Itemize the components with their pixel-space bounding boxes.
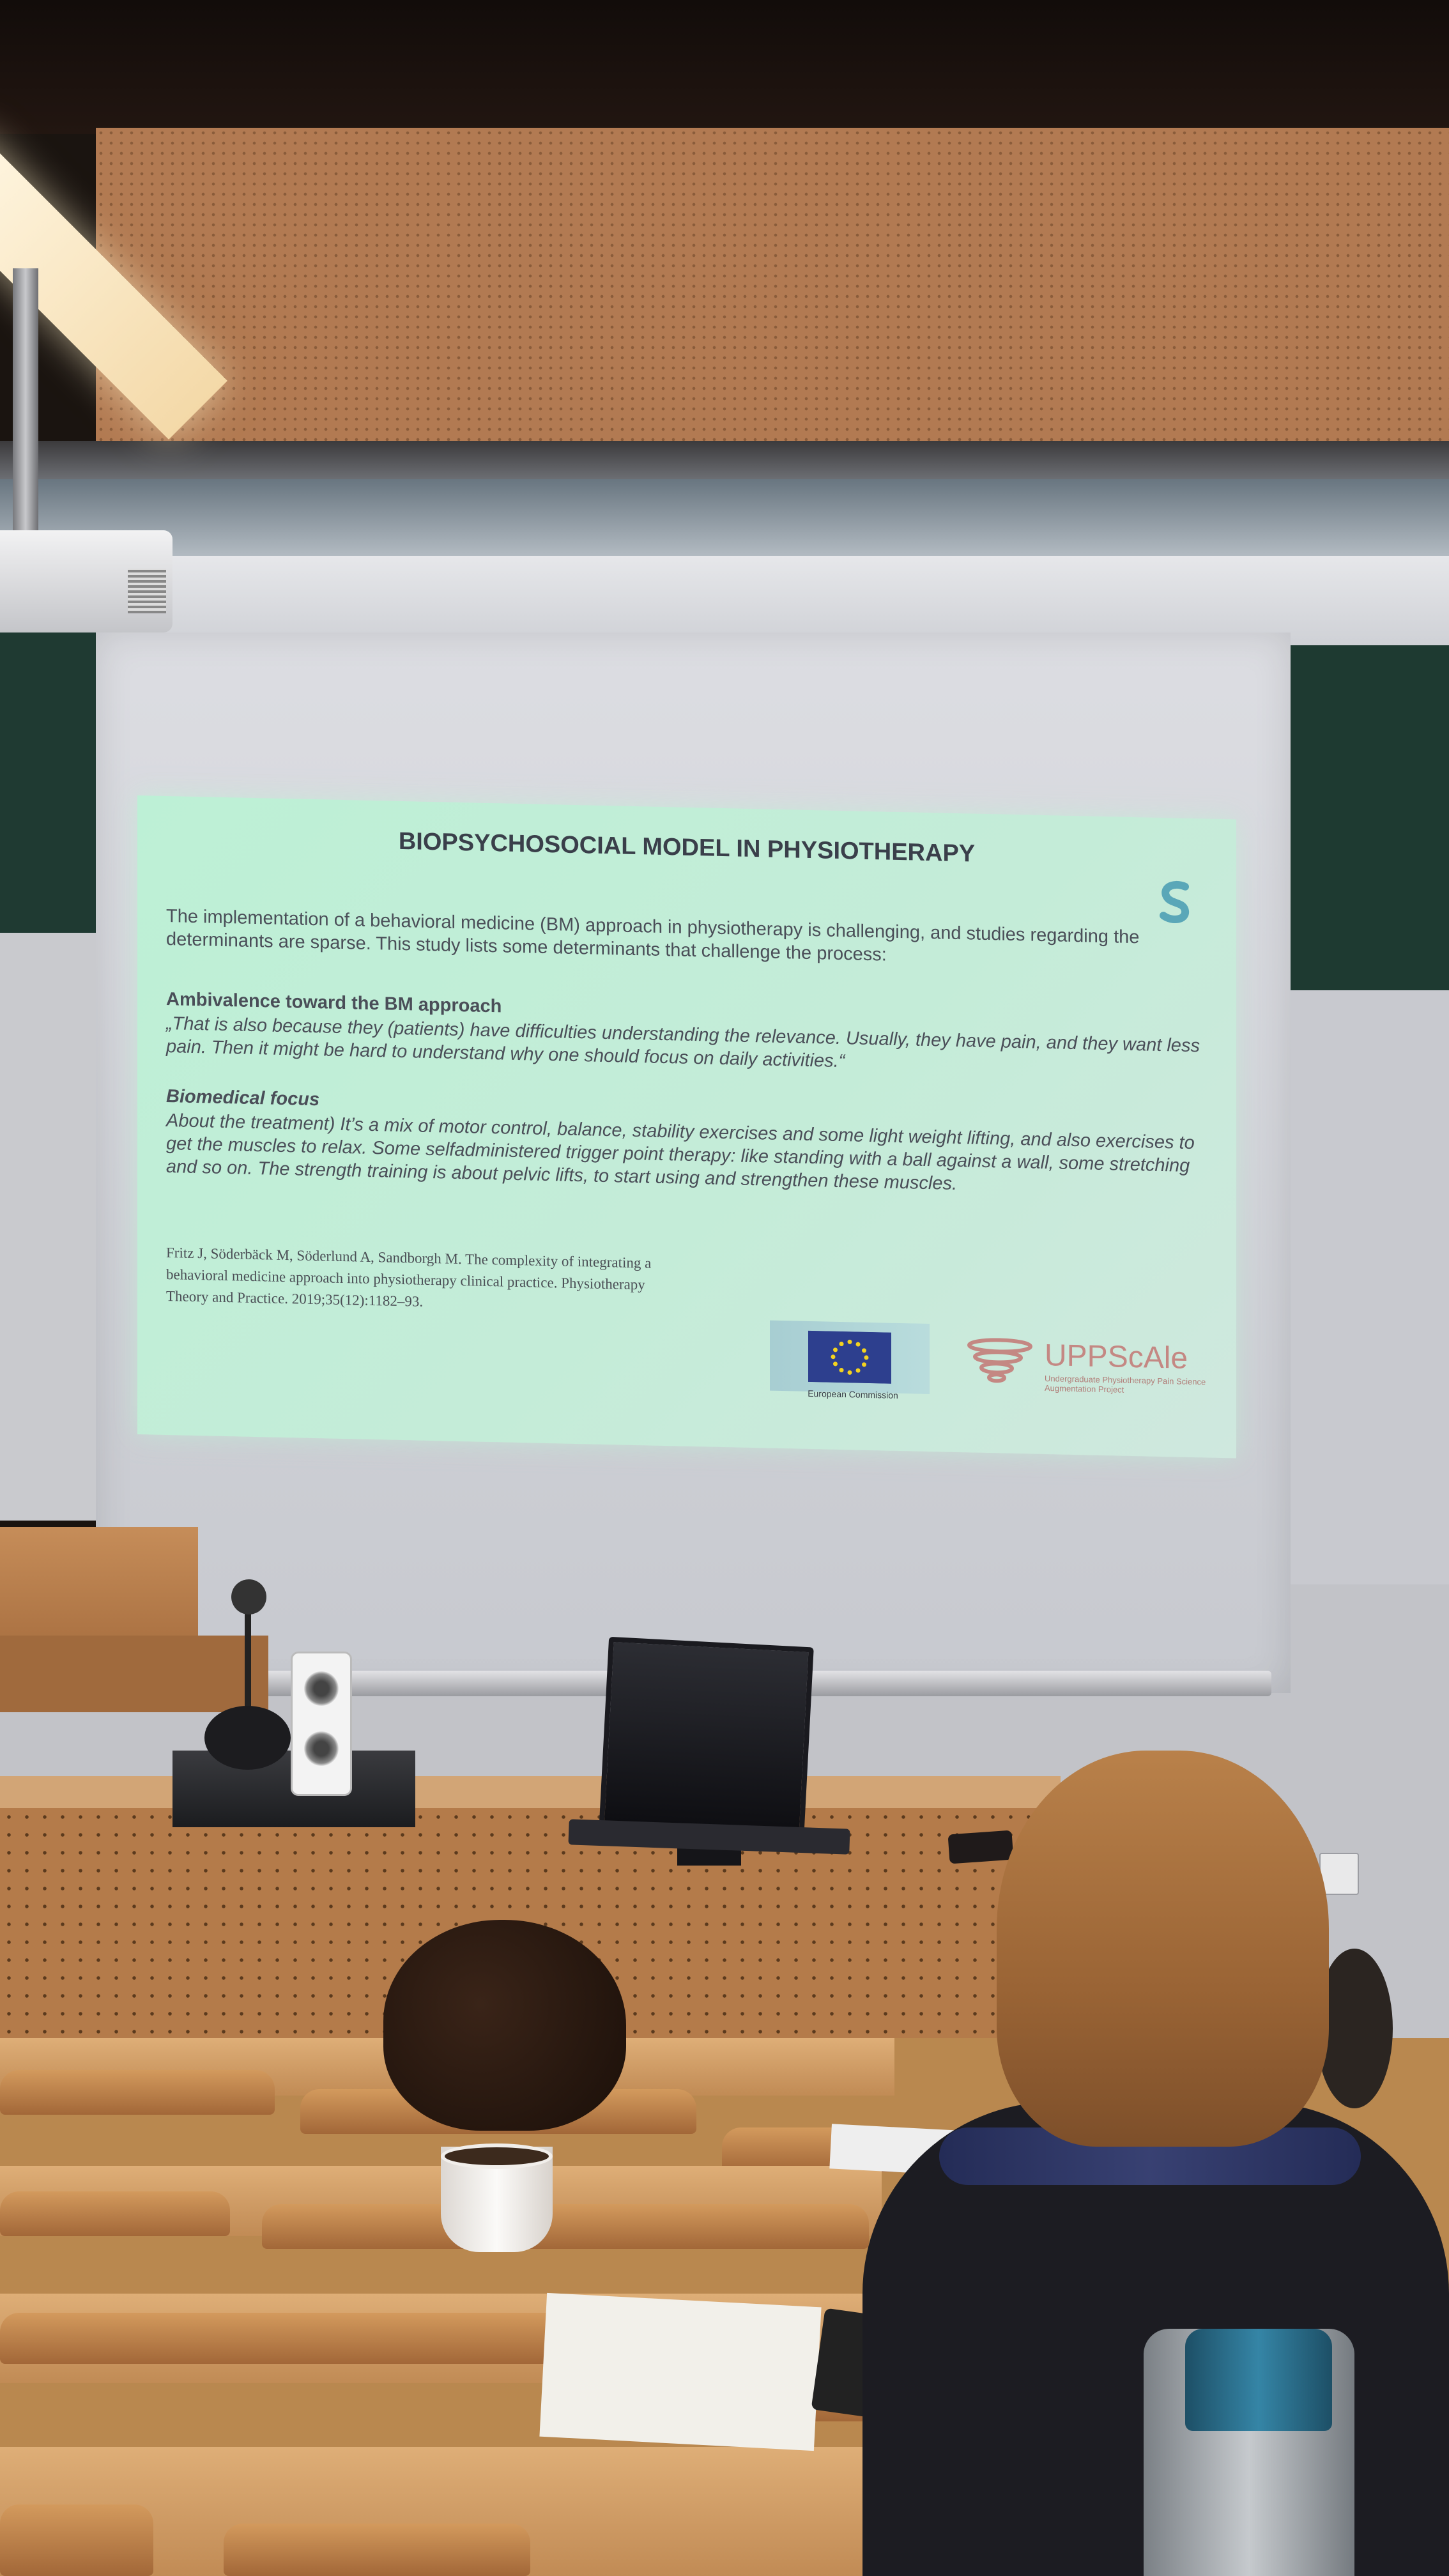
coffee-cup-rim: [441, 2143, 553, 2169]
row-bench: [0, 2313, 613, 2364]
desk-monitor: [599, 1637, 814, 1843]
student-curly-hair: [383, 1920, 626, 2131]
perforated-ceiling: [96, 128, 1449, 466]
whiteboard-left: [0, 933, 96, 1521]
window-band: [0, 466, 1449, 562]
microphone-head: [231, 1579, 266, 1614]
water-bottle-cap: [1185, 2329, 1332, 2431]
speaker-cone-bottom: [304, 1731, 339, 1766]
section-heading-ambivalence: Ambivalence toward the BM approach: [166, 988, 502, 1017]
row-bench: [0, 2504, 153, 2576]
presentation-slide: [137, 795, 1236, 1459]
row-bench: [0, 2070, 275, 2115]
printed-handout: [539, 2293, 821, 2451]
microphone-base: [204, 1706, 291, 1770]
s-swirl-logo-icon: [1153, 878, 1198, 924]
slide-title: BIOPSYCHOSOCIAL MODEL IN PHYSIOTHERAPY: [398, 827, 976, 868]
row-bench: [0, 2191, 230, 2236]
partner-name: UPPScAle: [1045, 1338, 1188, 1376]
chalkboard-left: [0, 632, 96, 933]
microphone-stem: [245, 1597, 251, 1719]
tornado-logo-icon: [965, 1337, 1035, 1390]
speaker: [291, 1652, 352, 1796]
partner-subtitle: Undergraduate Physiotherapy Pain Science Augmentation Project: [1045, 1373, 1206, 1395]
section-quote-biomedical: About the treatment) It’s a mix of motor control, balance, stability exercises and some light weight lifting, and also exercises to get the muscles to relax. Some selfadministered trigger point therapy: like standing with a ball against a wall, some stretching and so on. The strength training is about pelvic lifts, to start using and strengthen these muscles.: [166, 1110, 1195, 1194]
row-bench: [224, 2524, 530, 2576]
chalkboard-right: [1278, 645, 1449, 1003]
lectern-shelf: [0, 1636, 268, 1712]
ceiling-edge: [0, 441, 1449, 479]
row-bench: [262, 2204, 869, 2249]
power-socket: [1319, 1853, 1359, 1895]
section-heading-biomedical: Biomedical focus: [166, 1085, 320, 1110]
projector-mount: [13, 268, 38, 537]
student-blonde-hair: [997, 1751, 1329, 2147]
section-quote-ambivalence: „That is also because they (patients) have difficulties understanding the relevance. Usually, they have pain, and they want less pain. Then it might be hard to understand why one should focus on daily activities.“: [166, 1013, 1200, 1072]
phone-on-desk: [948, 1830, 1014, 1864]
soffit: [0, 556, 1449, 645]
eu-flag-icon: [808, 1331, 891, 1384]
speaker-cone-top: [304, 1671, 339, 1706]
slide-intro: The implementation of a behavioral medicine (BM) approach in physiotherapy is challenging, and studies regarding the determinants are sparse. This study lists some determinants that challenge the process:: [166, 905, 1140, 965]
projector-vent: [128, 569, 166, 613]
eu-label: European Commission: [808, 1388, 898, 1400]
slide-reference: Fritz J, Söderbäck M, Söderlund A, Sandborgh M. The complexity of integrating a behavioral medicine approach into physiotherapy clinical practice. Physiotherapy Theory and Practice. 2019;35(12):1182–93.: [166, 1244, 652, 1310]
ceiling-dark: [0, 0, 1449, 134]
